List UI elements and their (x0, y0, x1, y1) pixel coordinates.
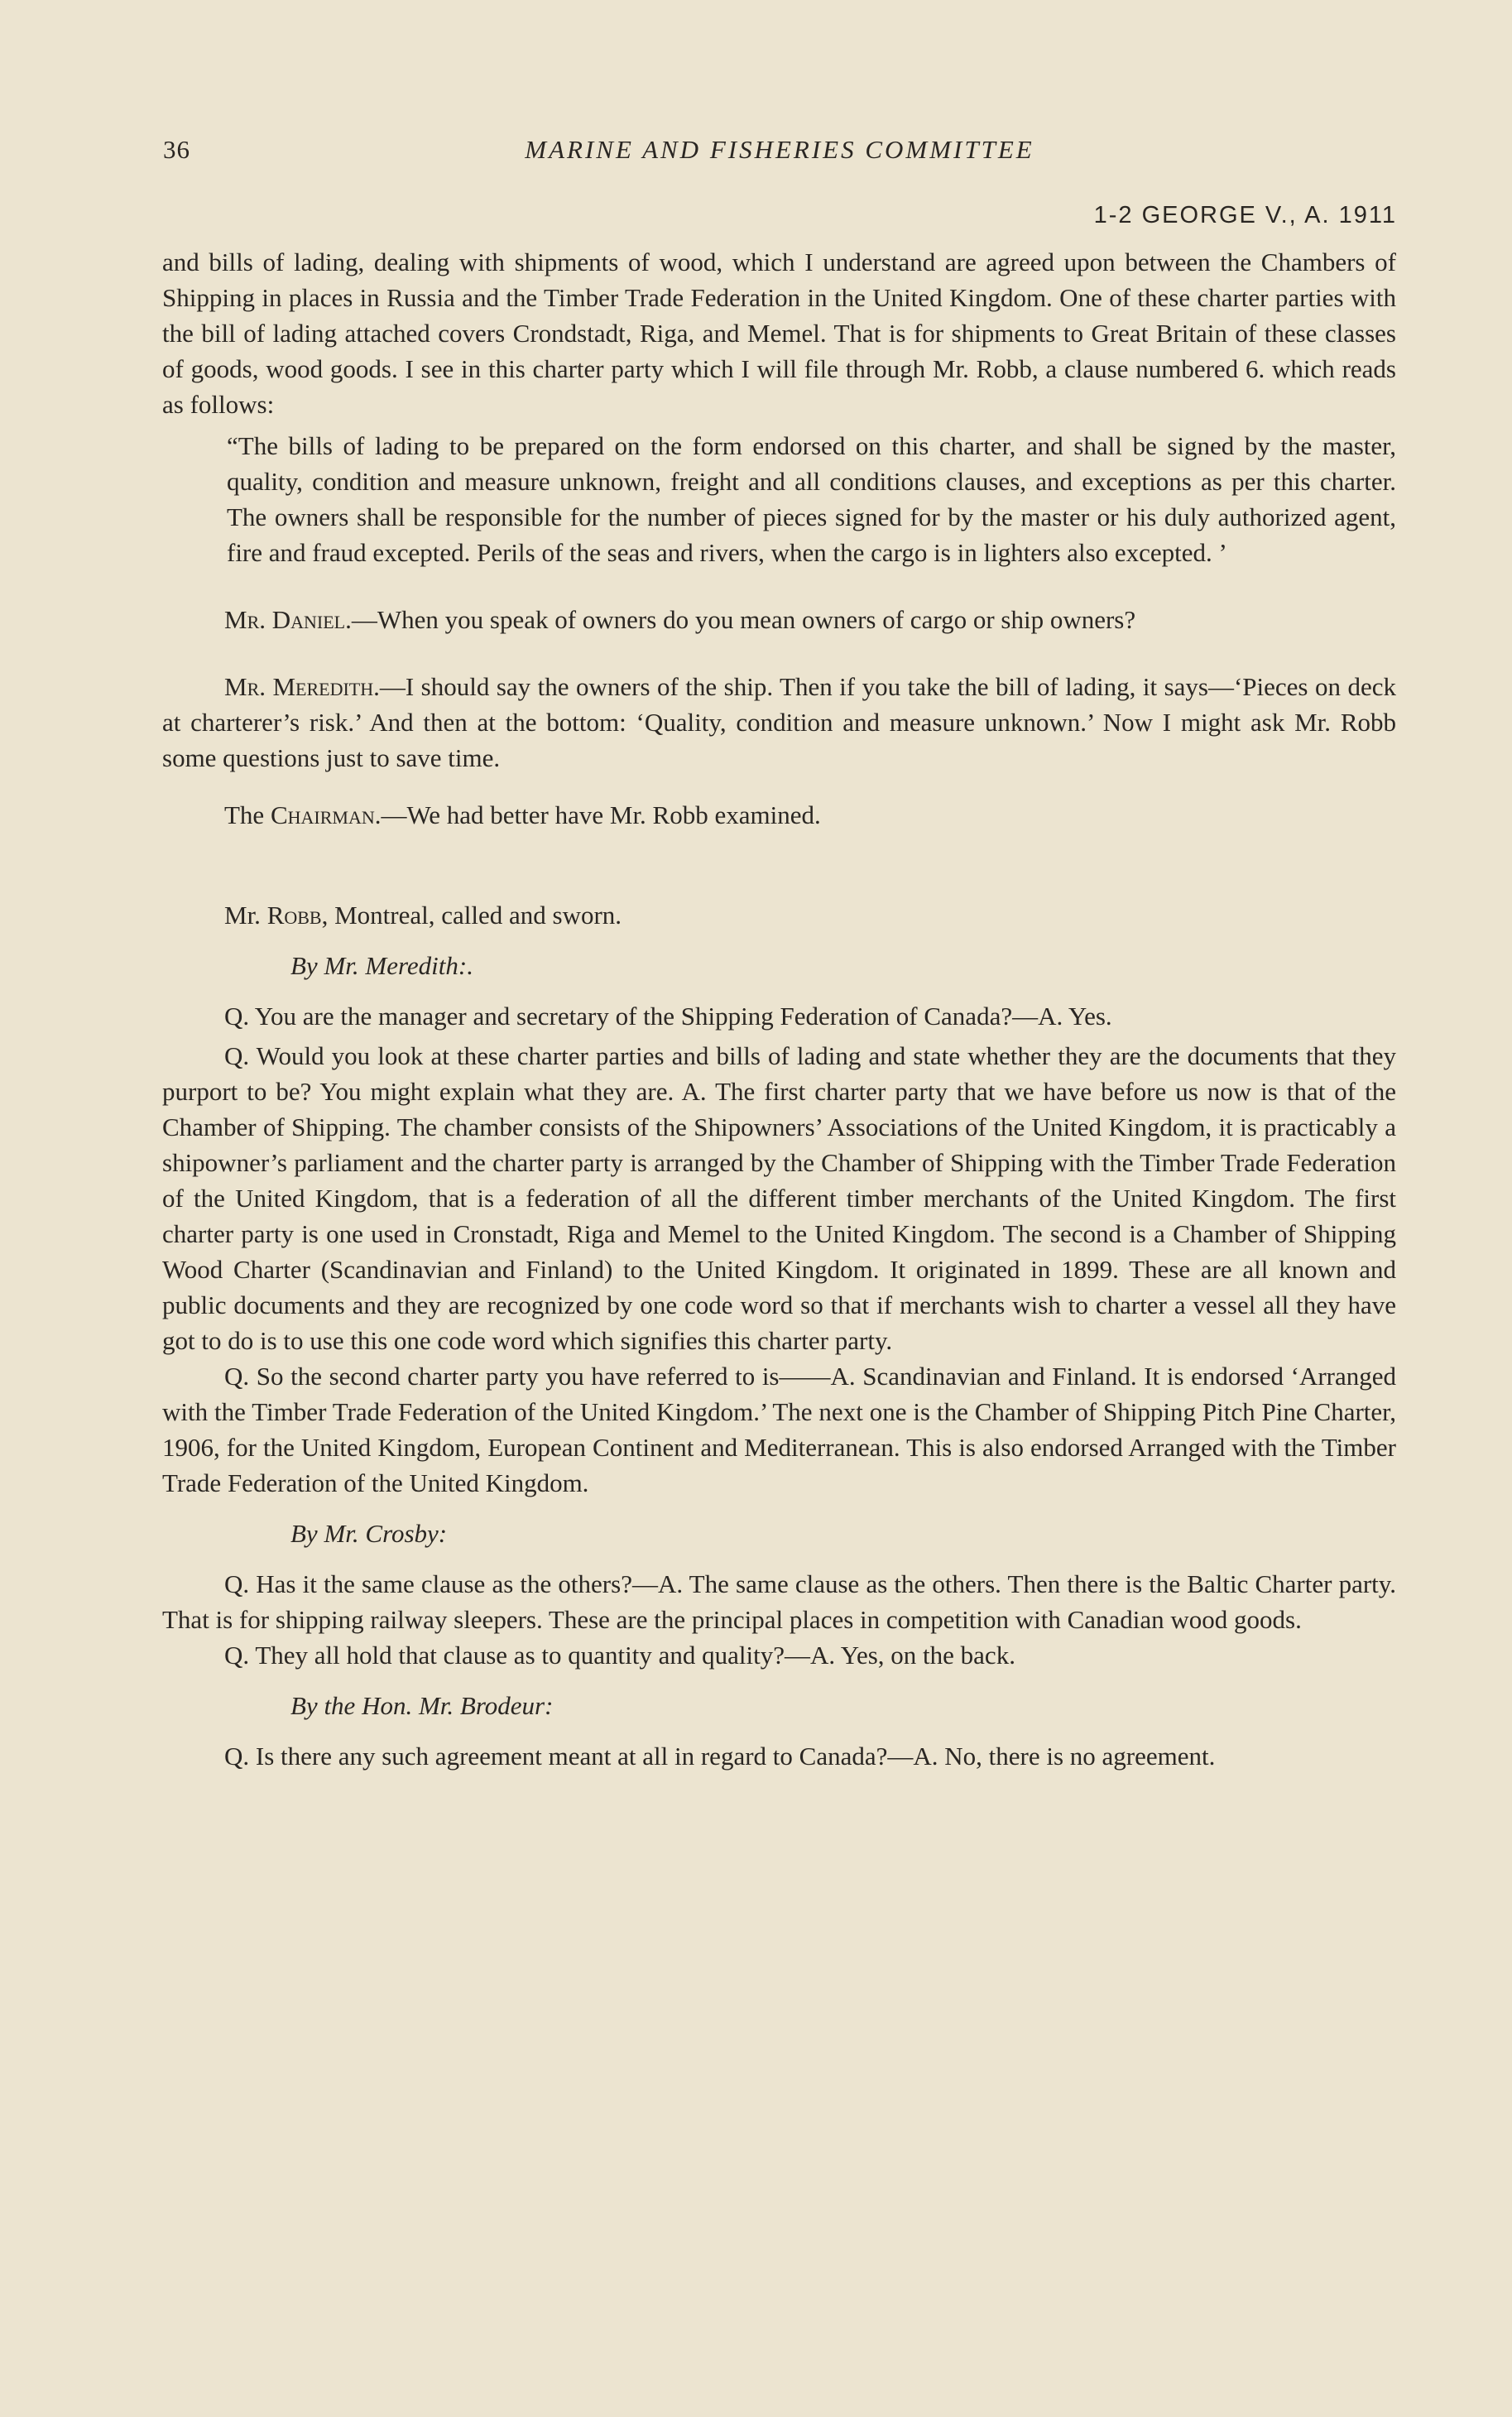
examiner-heading-meredith: By Mr. Meredith:. (290, 951, 473, 980)
paragraph-robb-sworn (162, 897, 1396, 933)
paragraph-chairman (162, 797, 1396, 833)
speaker-robb: Robb, (266, 901, 329, 930)
robb-prefix: Mr. (224, 901, 261, 930)
speaker-chairman: Chairman. (270, 800, 382, 829)
paragraph-continuation: and bills of lading, dealing with shipments of wood, which I understand are agreed upon between the Chambers of Shipping in places in Russia and the Timber Trade Federation in the United Kingdom. One of these charter parties with the bill of lading attached covers Crondstadt, Riga, and Memel. That is for shipments to Great Britain of these classes of goods, wood goods. I see in this charter party which I will file through Mr. Robb, a clause numbered 6. which reads as follows: (162, 247, 1396, 419)
running-title: MARINE AND FISHERIES COMMITTEE (525, 135, 1034, 164)
regnal-year: 1-2 GEORGE V., A. 1911 (1093, 202, 1397, 228)
question-answer-1: Q. You are the manager and secretary of the Shipping Federation of Canada?—A. Yes. (224, 1002, 1112, 1031)
chairman-text: —We had better have Mr. Robb examined. (381, 800, 821, 829)
meredith-text: —I should say the owners of the ship. Then if you take the bill of lading, it says—‘Pieces on deck at charterer’s risk.’ And then at the bottom: ‘Quality, condition and measure unknown.’ Now I might ask Mr. Robb some questions just to save time. (162, 672, 1396, 772)
question-answer-4: Q. Has it the same clause as the others?—A. The same clause as the others. Then there is the Baltic Charter party. That is for shipping railway sleepers. These are the principal places in competition with Canadian wood goods. (162, 1569, 1396, 1634)
speaker-daniel: Mr. Daniel. (224, 605, 352, 634)
examiner-heading-brodeur: By the Hon. Mr. Brodeur: (290, 1691, 554, 1720)
daniel-text: —When you speak of owners do you mean owners of cargo or ship owners? (351, 605, 1136, 634)
chairman-prefix: The (224, 800, 265, 829)
paragraph-daniel (162, 602, 1396, 637)
question-answer-6: Q. Is there any such agreement meant at all in regard to Canada?—A. No, there is no agreement. (224, 1742, 1216, 1771)
speaker-meredith: Mr. Meredith. (224, 672, 380, 701)
question-answer-3: Q. So the second charter party you have referred to is——A. Scandinavian and Finland. It is endorsed ‘Arranged with the Timber Trade Federation of the United Kingdom.’ The next one is the Chamber of Shipping Pitch Pine Charter, 1906, for the United Kingdom, European Continent and Mediterranean. This is also endorsed Arranged with the Timber Trade Federation of the United Kingdom. (162, 1362, 1396, 1497)
question-answer-5: Q. They all hold that clause as to quantity and quality?—A. Yes, on the back. (224, 1641, 1015, 1670)
examiner-heading-crosby: By Mr. Crosby: (290, 1519, 448, 1548)
page-number: 36 (163, 135, 190, 164)
body-text (162, 244, 1396, 1774)
paragraph-meredith (162, 669, 1396, 776)
robb-text: Montreal, called and sworn. (328, 901, 622, 930)
question-answer-2: Q. Would you look at these charter parties and bills of lading and state whether they are the documents that they purport to be? You might explain what they are. A. The first charter party that we have before us now is that of the Chamber of Shipping. The chamber consists of the Shipowners’ Associations of the United Kingdom, it is practicably a shipowner’s parliament and the charter party is arranged by the Chamber of Shipping with the Timber Trade Federation of the United Kingdom, that is a federation of all the different timber merchants of the United Kingdom. The first charter party is one used in Cronstadt, Riga and Memel to the United Kingdom. The second is a Chamber of Shipping Wood Charter (Scandinavian and Finland) to the United Kingdom. It originated in 1899. These are all known and public documents and they are recognized by one code word so that if merchants wish to charter a vessel all they have got to do is to use this one code word which signifies this charter party. (162, 1041, 1396, 1355)
page-header (163, 135, 1396, 176)
block-quote-clause: “The bills of lading to be prepared on the form endorsed on this charter, and shall be signed by the master, quality, condition and measure unknown, freight and all conditions clauses, and exceptions as per this charter. The owners shall be responsible for the number of pieces signed for by the master or his duly authorized agent, fire and fraud excepted. Perils of the seas and rivers, when the cargo is in lighters also excepted. ’ (227, 431, 1396, 567)
